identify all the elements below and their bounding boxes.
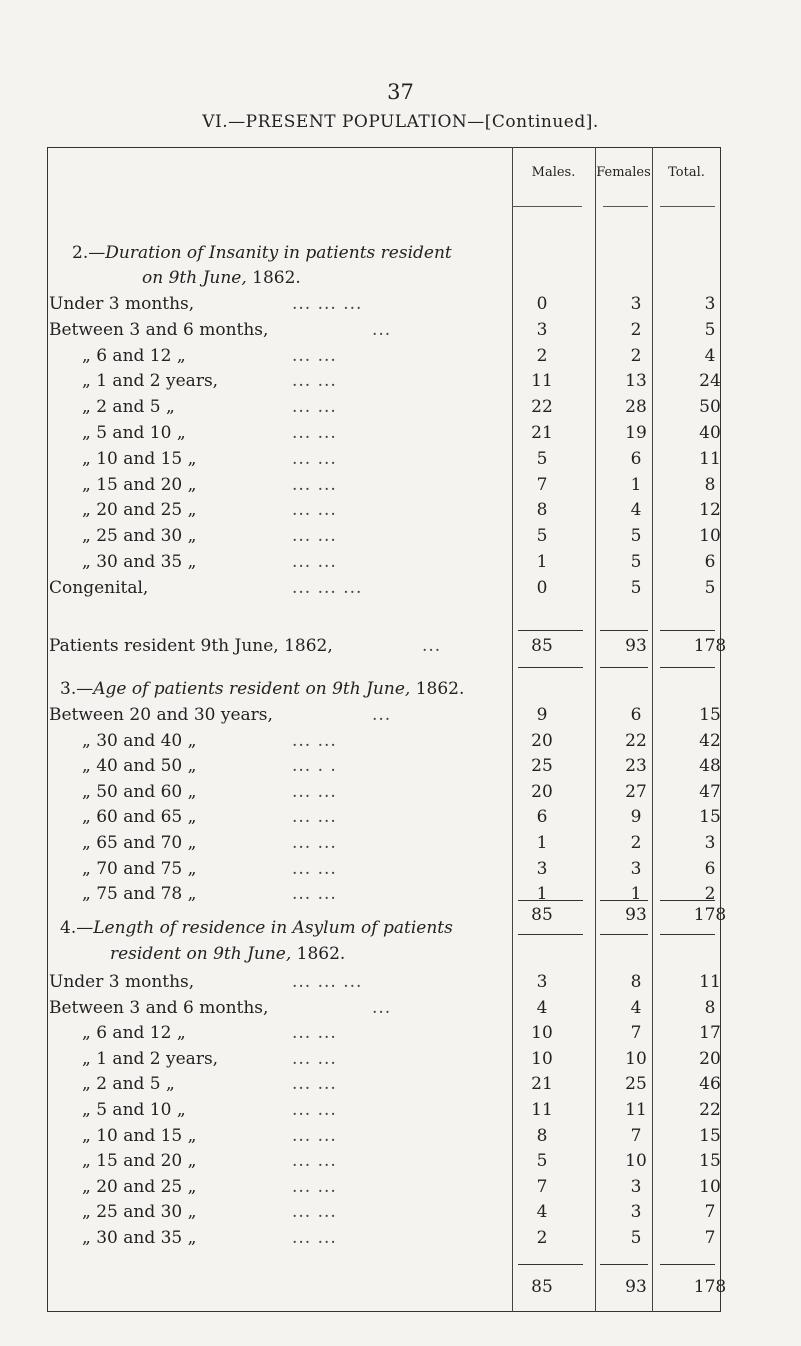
females-value: 1	[630, 884, 642, 905]
total-rule	[660, 1264, 715, 1265]
total-total: 178	[693, 1277, 727, 1297]
leader-dots: ... ...	[292, 884, 337, 905]
leader-dots: ... ...	[292, 1100, 337, 1120]
females-value: 28	[625, 397, 647, 418]
table-row	[0, 833, 801, 859]
females-value: 2	[630, 345, 642, 366]
males-value: 5	[536, 526, 548, 547]
table-row	[0, 1074, 801, 1100]
row-label: Between 3 and 6 months,	[49, 997, 269, 1018]
females-value: 11	[625, 1100, 647, 1120]
females-value: 7	[630, 1125, 642, 1146]
row-label: „ 1 and 2 years,	[82, 1048, 219, 1069]
males-value: 3	[536, 972, 548, 992]
table-row	[0, 475, 801, 501]
males-value: 8	[536, 1125, 548, 1146]
total-value: 47	[699, 781, 721, 802]
females-value: 13	[625, 371, 647, 392]
table-row	[0, 859, 801, 885]
table-row	[0, 423, 801, 449]
leader-dots: ... ...	[292, 397, 337, 418]
leader-dots: ... ...	[292, 833, 337, 853]
section-4-total-row	[0, 1277, 801, 1303]
leader-dots: ... ...	[292, 371, 337, 392]
leader-dots: ... ...	[292, 730, 337, 751]
section-3-title: 3.—Age of patients resident on 9th June, 1862.	[60, 679, 465, 699]
males-value: 20	[531, 781, 553, 802]
total-females: 93	[625, 636, 647, 656]
table-row	[0, 1049, 801, 1075]
leader-dots: ... ...	[292, 448, 337, 469]
total-value: 10	[699, 526, 721, 547]
row-label: „ 6 and 12 „	[82, 345, 186, 366]
column-header-total: Total.	[668, 165, 705, 180]
females-value: 5	[630, 526, 642, 547]
males-value: 0	[536, 577, 548, 598]
total-rule	[660, 667, 715, 668]
males-value: 0	[536, 294, 548, 314]
total-value: 3	[704, 294, 716, 314]
total-value: 10	[699, 1176, 721, 1197]
row-label: Between 20 and 30 years,	[49, 705, 273, 725]
males-value: 20	[531, 730, 553, 751]
males-value: 2	[536, 345, 548, 366]
table-row	[0, 1228, 801, 1254]
leader-dots: ... ...	[292, 1228, 337, 1248]
males-value: 5	[536, 448, 548, 469]
row-label: „ 40 and 50 „	[82, 756, 197, 777]
row-label: „ 65 and 70 „	[82, 833, 197, 853]
females-value: 2	[630, 319, 642, 340]
total-value: 6	[704, 858, 716, 879]
total-value: 8	[704, 474, 716, 495]
males-value: 9	[536, 705, 548, 725]
leader-dots: ... ...	[292, 1125, 337, 1146]
table-row	[0, 1177, 801, 1203]
total-value: 12	[699, 500, 721, 521]
table-row	[0, 552, 801, 578]
row-label: „ 10 and 15 „	[82, 1125, 197, 1146]
total-rule	[518, 934, 583, 935]
row-label: „ 2 and 5 „	[82, 1074, 175, 1095]
leader-dots: ... ... ...	[292, 577, 363, 598]
total-value: 48	[699, 756, 721, 777]
total-males: 85	[531, 905, 553, 925]
row-label: „ 50 and 60 „	[82, 781, 197, 802]
section-2-total-row	[0, 636, 801, 662]
total-males: 85	[531, 1277, 553, 1297]
total-value: 50	[699, 397, 721, 418]
total-total: 178	[693, 905, 727, 925]
females-value: 9	[630, 807, 642, 828]
table-row	[0, 449, 801, 475]
leader-dots: ... ...	[292, 552, 337, 572]
males-value: 10	[531, 1023, 553, 1044]
total-males: 85	[531, 636, 553, 656]
row-label: „ 70 and 75 „	[82, 858, 197, 879]
females-value: 22	[625, 730, 647, 751]
males-value: 22	[531, 397, 553, 418]
table-row	[0, 526, 801, 552]
leader-dots: ... ...	[292, 807, 337, 828]
total-value: 22	[699, 1100, 721, 1120]
table-row	[0, 998, 801, 1024]
males-value: 4	[536, 997, 548, 1018]
leader-dots: ... ...	[292, 423, 337, 443]
row-label: „ 6 and 12 „	[82, 1023, 186, 1044]
total-value: 42	[699, 730, 721, 751]
females-value: 4	[630, 500, 642, 521]
females-value: 6	[630, 705, 642, 725]
total-rule	[660, 900, 715, 901]
females-value: 7	[630, 1023, 642, 1044]
table-row	[0, 731, 801, 757]
leader-dots: ... ...	[292, 858, 337, 879]
females-value: 19	[625, 423, 647, 443]
total-females: 93	[625, 1277, 647, 1297]
table-row	[0, 1126, 801, 1152]
total-value: 6	[704, 552, 716, 572]
leader-dots: ... ...	[292, 526, 337, 547]
males-value: 11	[531, 371, 553, 392]
leader-dots: ...	[372, 997, 392, 1018]
row-label: „ 25 and 30 „	[82, 1202, 197, 1223]
total-rule	[600, 1264, 648, 1265]
row-label: „ 30 and 35 „	[82, 552, 197, 572]
males-value: 7	[536, 1176, 548, 1197]
total-value: 24	[699, 371, 721, 392]
females-value: 5	[630, 552, 642, 572]
males-value: 3	[536, 858, 548, 879]
section-2-subtitle: on 9th June, 1862.	[142, 268, 301, 288]
row-label: „ 15 and 20 „	[82, 1151, 197, 1172]
total-value: 11	[699, 448, 721, 469]
row-label: „ 5 and 10 „	[82, 423, 186, 443]
males-value: 2	[536, 1228, 548, 1248]
males-value: 1	[536, 884, 548, 905]
row-label: „ 10 and 15 „	[82, 448, 197, 469]
total-rule	[600, 630, 648, 631]
females-value: 3	[630, 1176, 642, 1197]
section-4-subtitle: resident on 9th June, 1862.	[110, 944, 346, 964]
row-label: „ 60 and 65 „	[82, 807, 197, 828]
leader-dots: ... ... ...	[292, 294, 363, 314]
males-value: 7	[536, 474, 548, 495]
females-value: 2	[630, 833, 642, 853]
leader-dots: ... ...	[292, 1151, 337, 1172]
males-value: 8	[536, 500, 548, 521]
females-value: 27	[625, 781, 647, 802]
leader-dots: ... ...	[292, 345, 337, 366]
total-rule	[518, 900, 583, 901]
males-value: 21	[531, 423, 553, 443]
males-value: 5	[536, 1151, 548, 1172]
total-rule	[518, 667, 583, 668]
leader-dots: ... ...	[292, 1023, 337, 1044]
females-value: 3	[630, 294, 642, 314]
table-row	[0, 578, 801, 604]
leader-dots: ... ...	[292, 1048, 337, 1069]
total-value: 46	[699, 1074, 721, 1095]
row-label: „ 20 and 25 „	[82, 1176, 197, 1197]
row-label: „ 75 and 78 „	[82, 884, 197, 905]
females-value: 10	[625, 1048, 647, 1069]
column-header-females: Females	[596, 165, 651, 180]
males-value: 11	[531, 1100, 553, 1120]
males-value: 21	[531, 1074, 553, 1095]
total-rule	[518, 1264, 583, 1265]
total-rule	[600, 934, 648, 935]
page-heading: VI.—PRESENT POPULATION—[Continued].	[202, 112, 599, 132]
males-value: 3	[536, 319, 548, 340]
section-2-title: 2.—Duration of Insanity in patients resident	[72, 243, 452, 263]
leader-dots: ...	[422, 636, 442, 656]
table-row	[0, 782, 801, 808]
total-value: 20	[699, 1048, 721, 1069]
total-total: 178	[693, 636, 727, 656]
total-females: 93	[625, 905, 647, 925]
header-rule	[660, 206, 715, 207]
row-label: „ 2 and 5 „	[82, 397, 175, 418]
males-value: 25	[531, 756, 553, 777]
leader-dots: ... ...	[292, 1202, 337, 1223]
row-label: „ 5 and 10 „	[82, 1100, 186, 1120]
total-value: 7	[704, 1202, 716, 1223]
row-label: „ 25 and 30 „	[82, 526, 197, 547]
total-value: 11	[699, 972, 721, 992]
females-value: 8	[630, 972, 642, 992]
females-value: 25	[625, 1074, 647, 1095]
total-value: 15	[699, 1125, 721, 1146]
total-value: 5	[704, 319, 716, 340]
females-value: 3	[630, 1202, 642, 1223]
males-value: 1	[536, 833, 548, 853]
leader-dots: ... ...	[292, 474, 337, 495]
row-label: Under 3 months,	[49, 294, 195, 314]
total-value: 40	[699, 423, 721, 443]
row-label: „ 1 and 2 years,	[82, 371, 219, 392]
table-row	[0, 500, 801, 526]
females-value: 10	[625, 1151, 647, 1172]
table-row	[0, 972, 801, 998]
row-label: „ 30 and 40 „	[82, 730, 197, 751]
total-rule	[518, 630, 583, 631]
total-value: 7	[704, 1228, 716, 1248]
table-row	[0, 371, 801, 397]
total-value: 8	[704, 997, 716, 1018]
table-row	[0, 1151, 801, 1177]
row-label: „ 30 and 35 „	[82, 1228, 197, 1248]
females-value: 3	[630, 858, 642, 879]
total-rule	[600, 667, 648, 668]
females-value: 4	[630, 997, 642, 1018]
leader-dots: ... ...	[292, 500, 337, 521]
table-row	[0, 1202, 801, 1228]
header-rule	[512, 206, 582, 207]
table-row	[0, 346, 801, 372]
leader-dots: ... ... ...	[292, 972, 363, 992]
leader-dots: ...	[372, 319, 392, 340]
males-value: 10	[531, 1048, 553, 1069]
page-number: 37	[387, 80, 414, 104]
row-label: Under 3 months,	[49, 972, 195, 992]
column-header-males: Males.	[531, 165, 576, 180]
leader-dots: ... ...	[292, 781, 337, 802]
total-rule	[660, 630, 715, 631]
total-value: 15	[699, 807, 721, 828]
total-value: 4	[704, 345, 716, 366]
row-label: Between 3 and 6 months,	[49, 319, 269, 340]
total-rule	[600, 900, 648, 901]
females-value: 5	[630, 1228, 642, 1248]
header-rule	[603, 206, 648, 207]
females-value: 1	[630, 474, 642, 495]
total-value: 3	[704, 833, 716, 853]
total-value: 17	[699, 1023, 721, 1044]
row-label: „ 15 and 20 „	[82, 474, 197, 495]
table-row	[0, 705, 801, 731]
leader-dots: ... . .	[292, 756, 337, 777]
females-value: 23	[625, 756, 647, 777]
table-row	[0, 1100, 801, 1126]
table-row	[0, 320, 801, 346]
table-row	[0, 294, 801, 320]
females-value: 5	[630, 577, 642, 598]
total-value: 15	[699, 1151, 721, 1172]
total-value: 5	[704, 577, 716, 598]
section-4-title: 4.—Length of residence in Asylum of patients	[60, 918, 453, 938]
males-value: 1	[536, 552, 548, 572]
total-rule	[660, 934, 715, 935]
females-value: 6	[630, 448, 642, 469]
males-value: 4	[536, 1202, 548, 1223]
table-row	[0, 397, 801, 423]
table-row	[0, 756, 801, 782]
leader-dots: ... ...	[292, 1074, 337, 1095]
total-label: Patients resident 9th June, 1862,	[49, 636, 333, 656]
leader-dots: ...	[372, 705, 392, 725]
table-row	[0, 807, 801, 833]
row-label: Congenital,	[49, 577, 149, 598]
total-value: 15	[699, 705, 721, 725]
row-label: „ 20 and 25 „	[82, 500, 197, 521]
total-value: 2	[704, 884, 716, 905]
leader-dots: ... ...	[292, 1176, 337, 1197]
males-value: 6	[536, 807, 548, 828]
table-row	[0, 1023, 801, 1049]
